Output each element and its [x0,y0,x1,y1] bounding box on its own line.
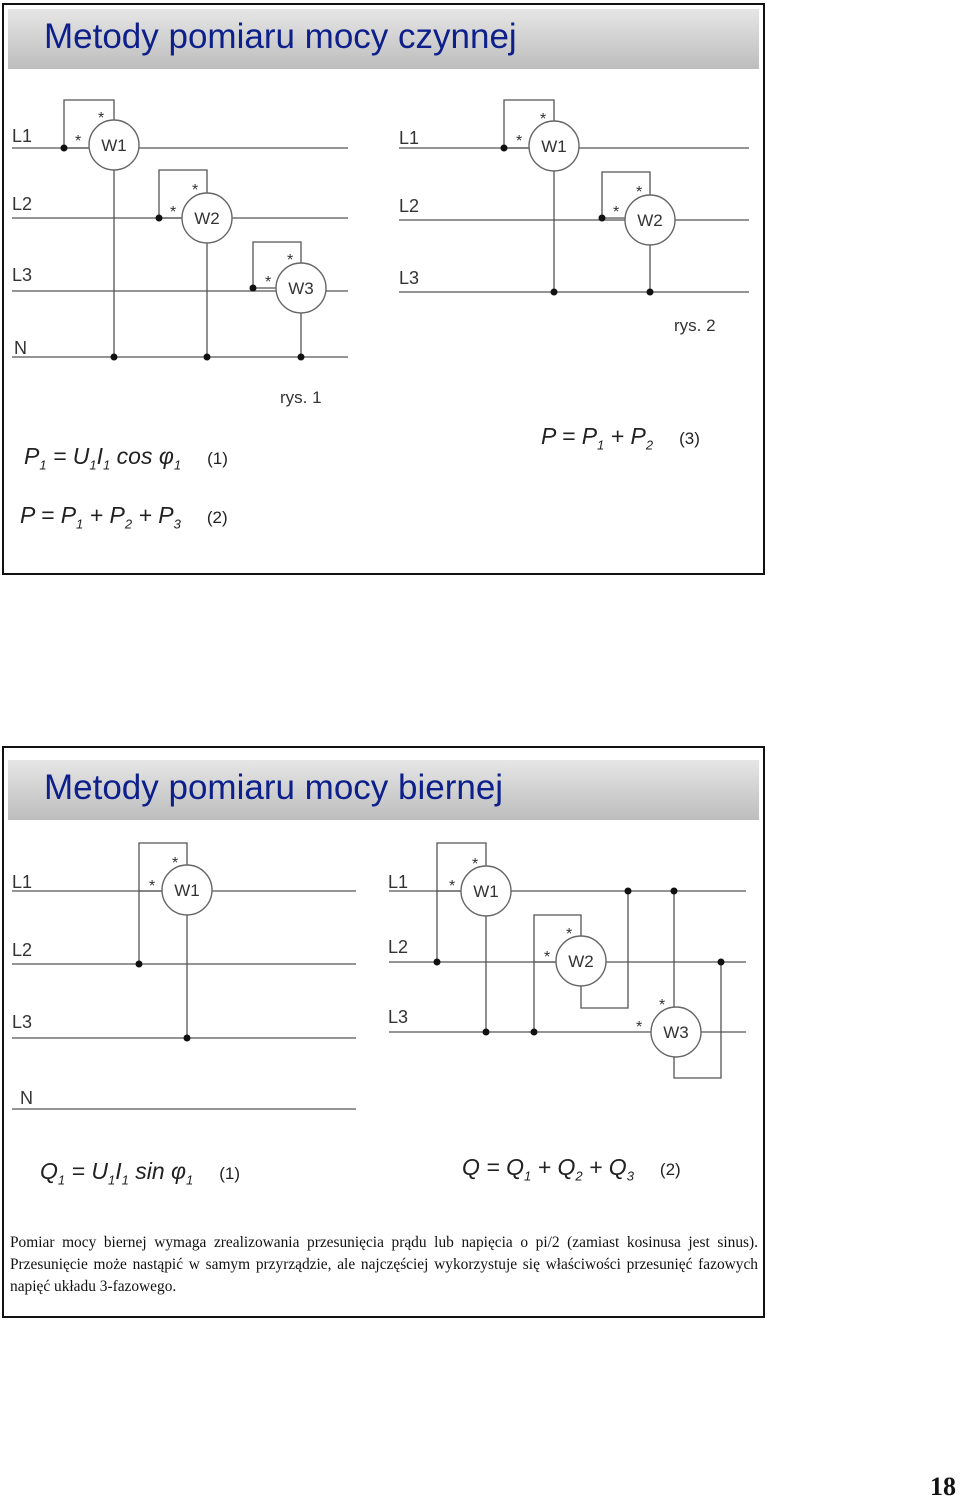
meter-label: W1 [101,136,127,155]
svg-text:*: * [170,204,177,221]
svg-text:*: * [265,274,272,291]
line-label: L2 [12,194,33,214]
meter-label: W2 [568,952,594,971]
svg-text:*: * [287,252,294,269]
meter-label: W2 [194,209,220,228]
formula-p: $P = P_1 + P_2 + P_3$ (2) [20,502,228,532]
svg-text:*: * [172,855,179,872]
figure-caption: rys. 2 [674,316,716,335]
slide-reactive-power [2,746,765,1318]
meter-label: W3 [663,1023,689,1042]
formula-p1: $P_1 = U_1I_1$ $\cos \varphi_1$ (1) [24,443,228,473]
svg-text:*: * [516,133,523,150]
figure-caption: rys. 1 [280,388,322,407]
svg-text:*: * [659,997,666,1014]
line-label: L1 [388,872,409,892]
line-label: L1 [12,872,33,892]
svg-text:*: * [613,204,620,221]
svg-text:*: * [636,1019,643,1036]
slide-title: Metody pomiaru mocy czynnej [44,17,517,56]
slide-title: Metody pomiaru mocy biernej [44,768,504,807]
line-label: N [14,338,27,358]
formula-q: $Q = Q_1 + Q_2 + Q_3$ (2) [462,1154,681,1184]
svg-text:*: * [540,111,547,128]
circuit-diagram-reactive [4,748,763,1316]
description-text: Pomiar mocy biernej wymaga zrealizowania przesunięcia prądu lub napięcia o pi/2 (zamiast kosinusa jest sinus). Przesunięcie może nastąpić w samym przyrządzie, ale najczęściej wykorzystuje się właściwości przesunięć fazowych napięć układu 3-fazowego. [10,1234,758,1295]
line-label: L3 [388,1007,409,1027]
line-label: L3 [12,1012,33,1032]
svg-text:*: * [636,184,643,201]
svg-text:*: * [149,878,156,895]
formula-two-wattmeter: $P = P_1 + P_2$ (3) [541,423,700,453]
meter-label: W3 [288,279,314,298]
meter-label: W1 [541,137,567,156]
slide-active-power [2,3,765,575]
formula-q1: $Q_1 = U_1I_1$ $\sin \varphi_1$ (1) [40,1158,241,1188]
line-label: L2 [399,196,420,216]
svg-text:*: * [75,133,82,150]
svg-text:*: * [566,926,573,943]
meter-label: W2 [637,211,663,230]
line-label: L1 [12,126,33,146]
line-label: L1 [399,128,420,148]
svg-text:*: * [544,949,551,966]
line-label: L3 [12,265,33,285]
circuit-diagram-active [4,5,763,573]
meter-label: W1 [174,881,200,900]
svg-text:*: * [98,110,105,127]
svg-text:*: * [449,878,456,895]
svg-text:*: * [472,856,479,873]
line-label: N [20,1088,33,1108]
page-number: 18 [930,1472,956,1501]
line-label: L3 [399,268,420,288]
line-label: L2 [388,937,409,957]
line-label: L2 [12,940,33,960]
meter-label: W1 [473,882,499,901]
svg-text:*: * [192,182,199,199]
